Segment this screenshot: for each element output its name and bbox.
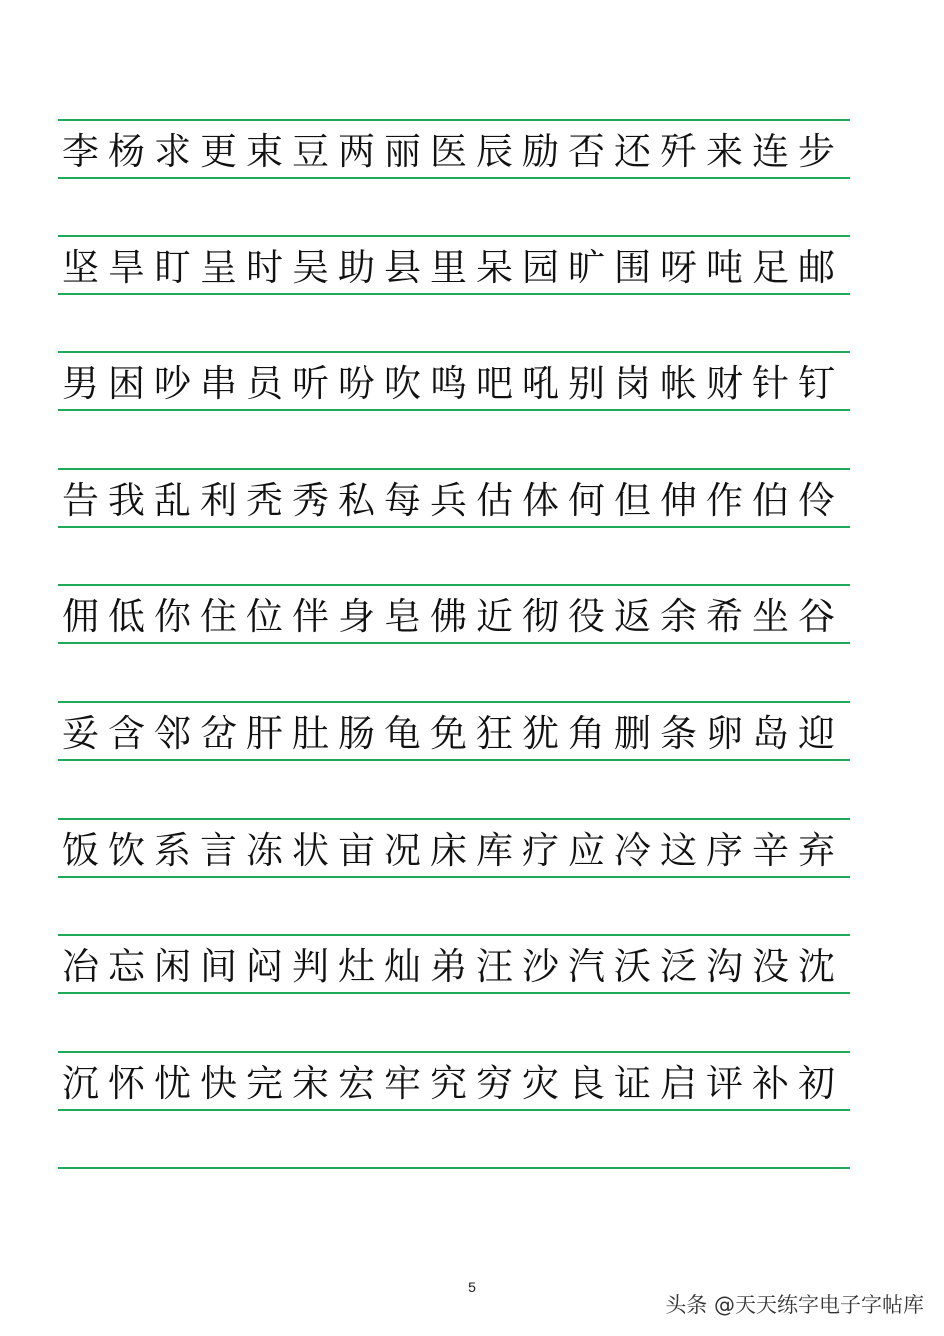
writing-row-1 <box>58 119 850 179</box>
writing-row-4 <box>58 468 850 528</box>
row-characters: 饭饮系言冻状亩况床库疗应冷这序辛弃 <box>62 829 844 872</box>
row-characters: 佣低你住位伴身皂佛近彻役返余希坐谷 <box>62 595 844 638</box>
row-characters: 沉怀忧快完宋宏牢究穷灾良证启评补初 <box>62 1062 844 1105</box>
row-characters: 妥含邻岔肝肚肠龟免狂犹角删条卵岛迎 <box>62 712 844 755</box>
writing-row-5 <box>58 584 850 644</box>
row-characters: 李杨求更束豆两丽医辰励否还歼来连步 <box>62 130 844 173</box>
writing-row-8 <box>58 934 850 994</box>
writing-row-3 <box>58 351 850 411</box>
writing-row-2 <box>58 235 850 295</box>
writing-row-7 <box>58 818 850 878</box>
row-characters: 坚旱盯呈时吴助县里呆园旷围呀吨足邮 <box>62 246 844 289</box>
row-characters: 冶忘闲间闷判灶灿弟汪沙汽沃泛沟没沈 <box>62 945 844 988</box>
watermark: 头条 @天天练字电子字帖库 <box>665 1293 924 1317</box>
page-number: 5 <box>468 1279 476 1295</box>
writing-row-6 <box>58 701 850 761</box>
writing-row-blank <box>58 1167 850 1169</box>
row-characters: 男困吵串员听吩吹鸣吧吼别岗帐财针钉 <box>62 362 844 405</box>
writing-row-9 <box>58 1051 850 1111</box>
row-characters: 告我乱利秃秀私每兵估体何但伸作伯伶 <box>62 479 844 522</box>
